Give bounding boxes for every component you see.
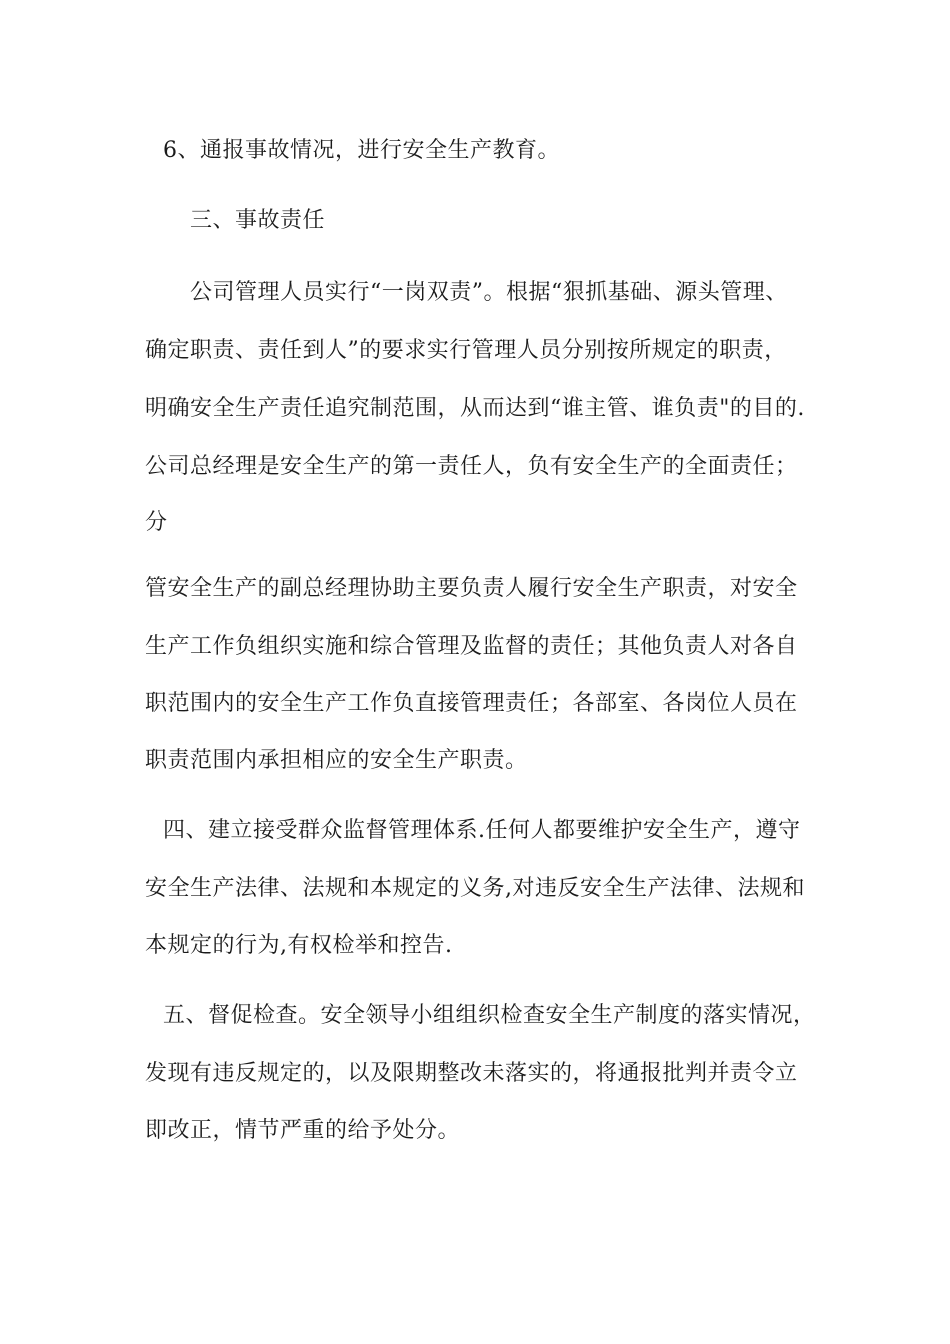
- section-heading-3: 三、事故责任: [190, 208, 326, 233]
- section-heading-5: 五、督促检查。安全领导小组组织检查安全生产制度的落实情况，: [163, 1003, 816, 1028]
- text-line: 分: [145, 510, 168, 535]
- text-line: 管安全生产的副总经理协助主要负责人履行安全生产职责，对安全: [145, 576, 798, 601]
- text-line: 公司总经理是安全生产的第一责任人，负有安全生产的全面责任；: [145, 454, 798, 479]
- text-line: 职责范围内承担相应的安全生产职责。: [145, 748, 528, 773]
- text-line: 安全生产法律、法规和本规定的义务,对违反安全生产法律、法规和: [145, 876, 805, 901]
- text-line: 本规定的行为,有权检举和控告.: [145, 933, 453, 958]
- text-line: 职范围内的安全生产工作负直接管理责任；各部室、各岗位人员在: [145, 691, 798, 716]
- text-line: 确定职责、责任到人”的要求实行管理人员分别按所规定的职责，: [145, 338, 787, 363]
- text-line: 即改正，情节严重的给予处分。: [145, 1118, 461, 1143]
- text-line: 公司管理人员实行“一岗双责”。根据“狠抓基础、源头管理、: [190, 280, 788, 305]
- text-line-item-6: 6、通报事故情况，进行安全生产教育。: [163, 138, 560, 163]
- section-heading-4: 四、建立接受群众监督管理体系.任何人都要维护安全生产，遵守: [163, 818, 801, 843]
- text-line: 明确安全生产责任追究制范围，从而达到“谁主管、谁负责"的目的.: [145, 396, 805, 421]
- text-line: 发现有违反规定的，以及限期整改未落实的，将通报批判并责令立: [145, 1061, 798, 1086]
- text-line: 生产工作负组织实施和综合管理及监督的责任；其他负责人对各自: [145, 634, 798, 659]
